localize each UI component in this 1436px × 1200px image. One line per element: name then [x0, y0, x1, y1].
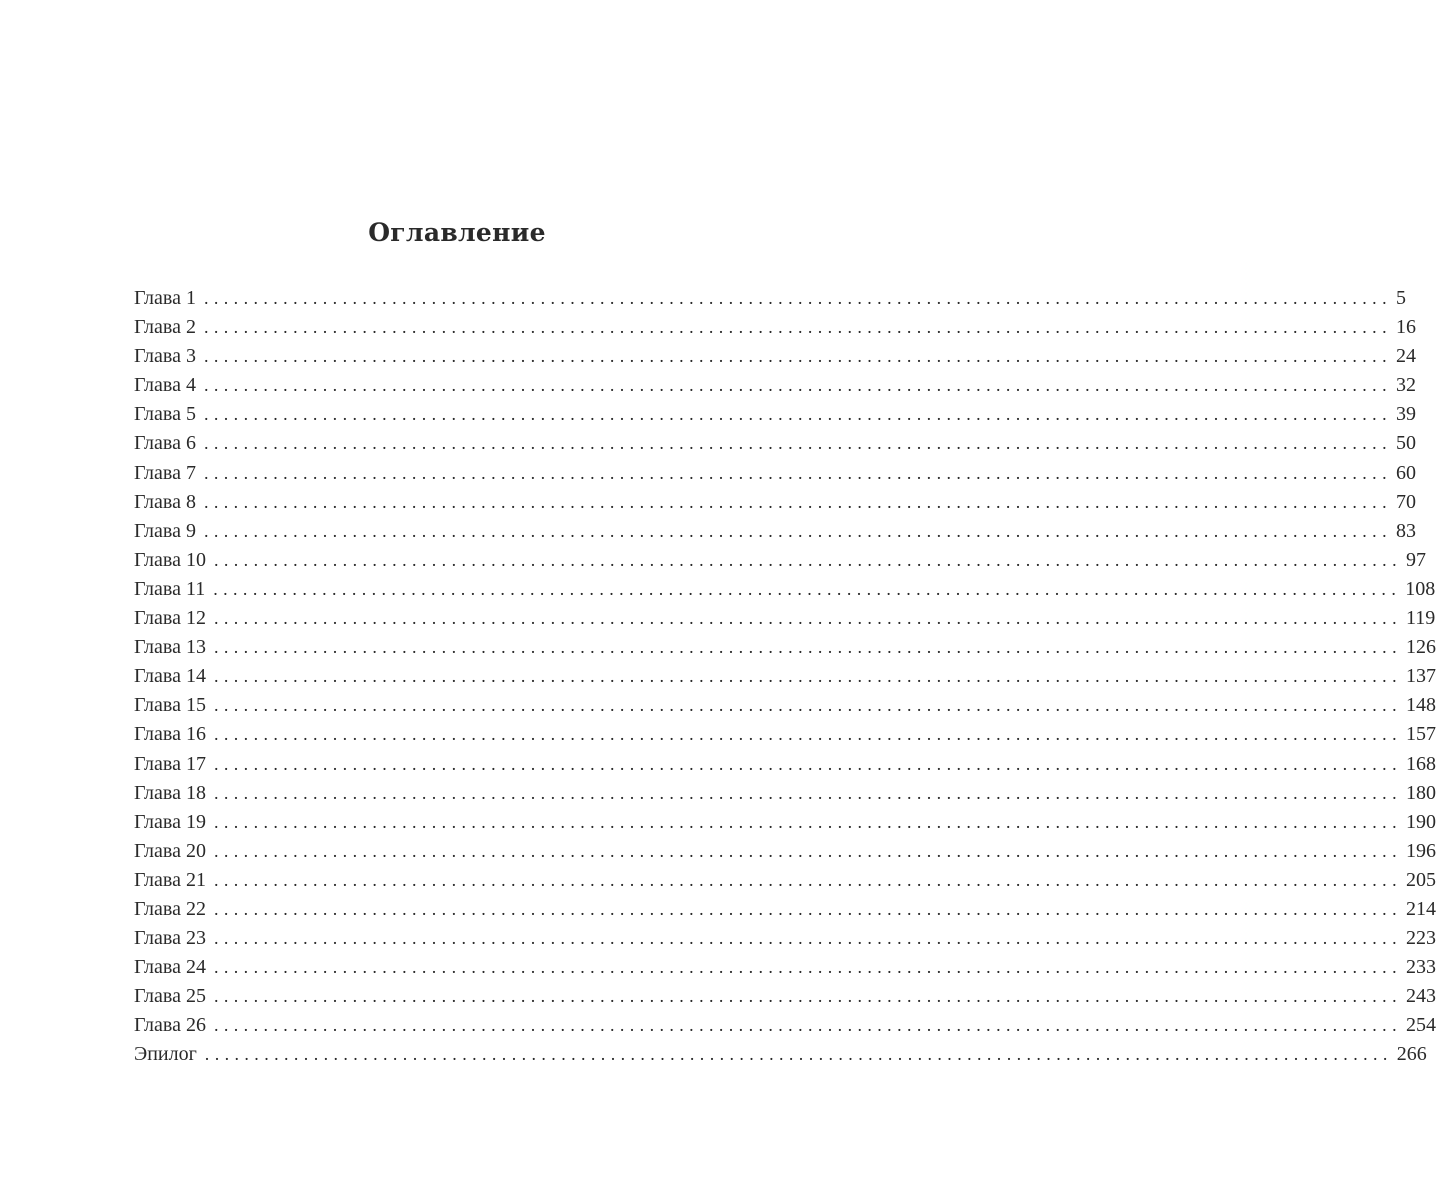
toc-entry-label: Глава 10	[134, 548, 206, 571]
dot-leader: ........................................................................................................................	[203, 288, 1392, 308]
toc-entry-page-number: 137	[1405, 665, 1436, 688]
toc-entry[interactable]	[134, 1011, 1436, 1040]
dot-leader: ........................................................................................................................	[213, 753, 1402, 774]
toc-entry[interactable]	[134, 488, 1416, 517]
table-of-contents	[134, 284, 1436, 1070]
toc-entry[interactable]	[134, 808, 1436, 837]
toc-entry-label: Глава 3	[134, 345, 196, 368]
dot-leader: ........................................................................................................................	[203, 462, 1392, 483]
toc-entry-page-number: 190	[1405, 810, 1436, 833]
toc-entry-label: Глава 5	[134, 403, 196, 426]
dot-leader: ........................................................................................................................	[213, 898, 1402, 919]
toc-entry-label: Глава 4	[134, 374, 196, 397]
toc-entry[interactable]	[134, 459, 1416, 488]
toc-entry-page-number: 157	[1405, 723, 1436, 746]
toc-entry[interactable]	[134, 400, 1416, 429]
toc-entry-label: Глава 21	[134, 868, 206, 891]
toc-entry-label: Глава 24	[134, 956, 206, 979]
dot-leader: ........................................................................................................................	[213, 1015, 1402, 1036]
toc-entry-label: Эпилог	[134, 1043, 197, 1066]
toc-entry-page-number: 148	[1405, 694, 1436, 717]
toc-entry-label: Глава 8	[134, 490, 196, 513]
toc-entry-page-number: 70	[1395, 490, 1416, 513]
dot-leader: ........................................................................................................................	[213, 608, 1402, 629]
toc-entry-page-number: 243	[1405, 985, 1436, 1008]
toc-entry-page-number: 60	[1395, 461, 1416, 484]
dot-leader: ........................................................................................................................	[213, 637, 1402, 658]
toc-entry-page-number: 108	[1405, 577, 1436, 600]
dot-leader: ........................................................................................................................	[203, 317, 1392, 338]
toc-entry-label: Глава 22	[134, 897, 206, 920]
dot-leader: ........................................................................................................................	[213, 811, 1402, 832]
dot-leader: ........................................................................................................................	[213, 549, 1402, 570]
toc-entry-page-number: 223	[1405, 927, 1436, 950]
toc-entry-page-number: 39	[1395, 403, 1416, 426]
toc-entry-label: Глава 15	[134, 694, 206, 717]
toc-entry[interactable]	[134, 546, 1426, 575]
toc-entry-page-number: 5	[1395, 287, 1406, 309]
toc-entry-label: Глава 18	[134, 781, 206, 804]
toc-entry-page-number: 180	[1405, 781, 1436, 804]
toc-entry-label: Глава 14	[134, 665, 206, 688]
toc-entry[interactable]	[134, 517, 1416, 546]
toc-entry-label: Глава 26	[134, 1014, 206, 1037]
toc-entry-label: Глава 16	[134, 723, 206, 746]
toc-entry-label: Глава 11	[134, 577, 206, 600]
toc-entry-page-number: 266	[1396, 1043, 1427, 1066]
dot-leader: ........................................................................................................................	[203, 433, 1392, 454]
toc-entry[interactable]	[134, 633, 1436, 662]
dot-leader: ........................................................................................................................	[213, 869, 1402, 890]
dot-leader: ........................................................................................................................	[213, 724, 1402, 745]
dot-leader: ........................................................................................................................	[203, 520, 1392, 541]
dot-leader: ........................................................................................................................	[213, 928, 1402, 949]
toc-entry-label: Глава 7	[134, 461, 196, 484]
toc-entry-page-number: 196	[1405, 839, 1436, 862]
toc-entry[interactable]	[134, 866, 1436, 895]
dot-leader: ........................................................................................................................	[213, 957, 1402, 978]
toc-entry[interactable]	[134, 691, 1436, 720]
toc-entry[interactable]	[134, 720, 1436, 749]
toc-entry[interactable]	[134, 837, 1436, 866]
toc-entry[interactable]	[134, 342, 1416, 371]
toc-entry-page-number: 254	[1405, 1014, 1436, 1037]
toc-entry-page-number: 24	[1395, 345, 1416, 368]
toc-entry-label: Глава 20	[134, 839, 206, 862]
dot-leader: ........................................................................................................................	[213, 695, 1402, 716]
toc-entry[interactable]	[134, 750, 1436, 779]
toc-entry-page-number: 97	[1405, 548, 1426, 571]
dot-leader: ........................................................................................................................	[213, 666, 1402, 687]
dot-leader: ........................................................................................................................	[203, 375, 1392, 396]
toc-entry-page-number: 50	[1395, 432, 1416, 455]
toc-entry-page-number: 168	[1405, 752, 1436, 775]
toc-entry-label: Глава 1	[134, 287, 196, 309]
toc-entry-label: Глава 2	[134, 316, 196, 339]
toc-entry-page-number: 205	[1405, 868, 1436, 891]
dot-leader: ........................................................................................................................	[213, 840, 1402, 861]
dot-leader: ........................................................................................................................	[213, 782, 1402, 803]
toc-entry-label: Глава 19	[134, 810, 206, 833]
page-title: Оглавление	[368, 218, 546, 247]
toc-entry-label: Глава 23	[134, 927, 206, 950]
toc-entry-label: Глава 25	[134, 985, 206, 1008]
toc-entry[interactable]	[134, 1040, 1427, 1069]
dot-leader: ........................................................................................................................	[213, 578, 1402, 599]
dot-leader: ........................................................................................................................	[213, 986, 1402, 1007]
dot-leader: ........................................................................................................................	[203, 404, 1392, 425]
toc-entry-label: Глава 6	[134, 432, 196, 455]
toc-entry-label: Глава 12	[134, 607, 206, 630]
toc-entry-page-number: 126	[1405, 636, 1436, 659]
dot-leader: ........................................................................................................................	[203, 491, 1392, 512]
toc-entry-label: Глава 17	[134, 752, 206, 775]
toc-entry-page-number: 32	[1395, 374, 1416, 397]
toc-entry[interactable]	[134, 284, 1406, 313]
toc-entry-page-number: 214	[1405, 897, 1436, 920]
toc-entry[interactable]	[134, 371, 1416, 400]
toc-entry[interactable]	[134, 604, 1436, 633]
toc-entry-label: Глава 9	[134, 519, 196, 542]
dot-leader: ........................................................................................................................	[204, 1044, 1393, 1065]
toc-entry-page-number: 16	[1395, 316, 1416, 339]
toc-entry-label: Глава 13	[134, 636, 206, 659]
toc-entry-page-number: 233	[1405, 956, 1436, 979]
toc-entry-page-number: 119	[1405, 607, 1436, 630]
toc-entry-page-number: 83	[1395, 519, 1416, 542]
toc-entry[interactable]	[134, 575, 1436, 604]
toc-entry[interactable]	[134, 982, 1436, 1011]
toc-entry[interactable]	[134, 662, 1436, 691]
toc-entry[interactable]	[134, 313, 1416, 342]
toc-entry[interactable]	[134, 429, 1416, 458]
toc-entry[interactable]	[134, 779, 1436, 808]
toc-entry[interactable]	[134, 953, 1436, 982]
dot-leader: ........................................................................................................................	[203, 346, 1392, 367]
toc-entry[interactable]	[134, 895, 1436, 924]
toc-entry[interactable]	[134, 924, 1436, 953]
